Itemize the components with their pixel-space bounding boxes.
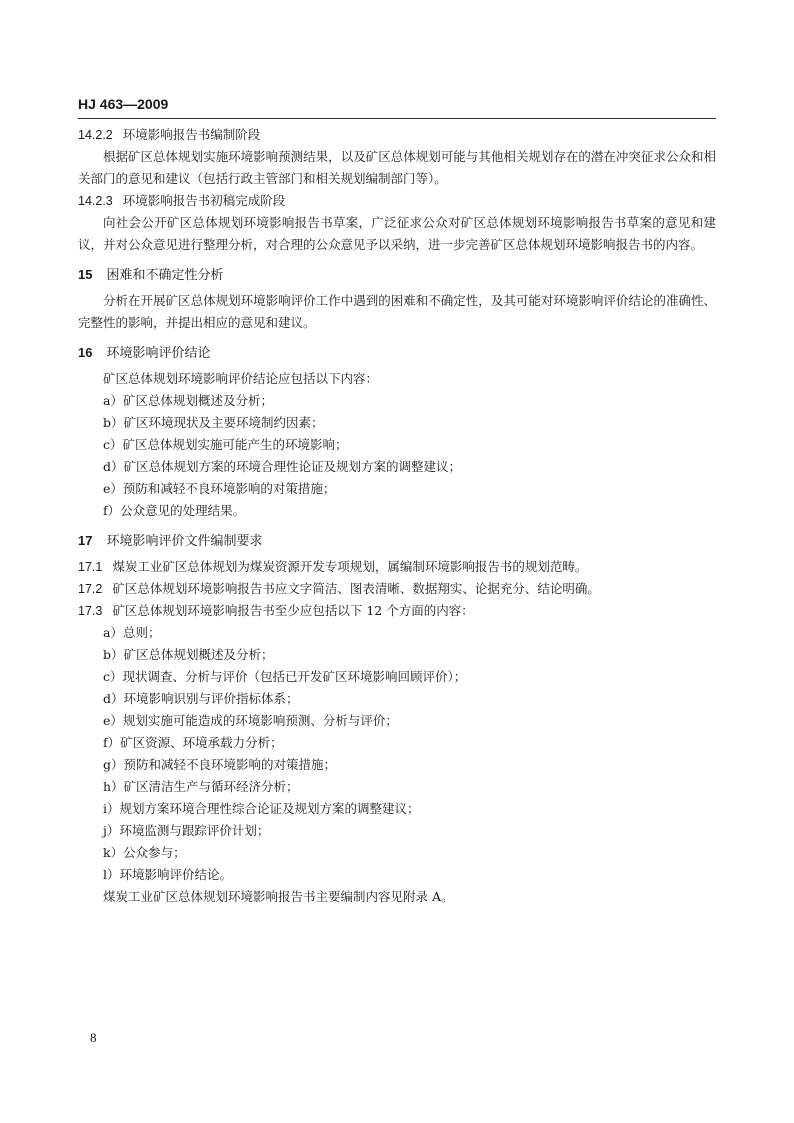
section-title: 环境影响报告书编制阶段 xyxy=(122,128,261,142)
list-item: l）环境影响评价结论。 xyxy=(103,867,232,882)
section-14-2-3-heading xyxy=(78,190,716,212)
section-title: 环境影响评价结论 xyxy=(106,345,211,360)
list-item: b）矿区总体规划概述及分析； xyxy=(103,647,274,662)
section-16-intro: 矿区总体规划环境影响评价结论应包括以下内容： xyxy=(103,371,379,386)
list-item: d）环境影响识别与评价指标体系； xyxy=(103,691,299,706)
section-14-2-2-paragraph: 根据矿区总体规划实施环境影响预测结果，以及矿区总体规划可能与其他相关规划存在的潜在冲突征求公众和相关部门的意见和建议（包括行政主管部门和相关规划编制部门等）。 xyxy=(78,149,716,186)
section-15-paragraph: 分析在开展矿区总体规划环境影响评价工作中遇到的困难和不确定性，及其可能对环境影响评价结论的准确性、完整性的影响，并提出相应的意见和建议。 xyxy=(78,293,716,330)
list-item: i）规划方案环境合理性综合论证及规划方案的调整建议； xyxy=(103,801,420,816)
clause-number: 17.3 xyxy=(78,604,103,618)
list-item: b）矿区环境现状及主要环境制约因素； xyxy=(103,415,324,430)
section-title: 环境影响评价文件编制要求 xyxy=(106,533,263,548)
list-item: f）公众意见的处理结果。 xyxy=(103,503,246,518)
page-content xyxy=(78,124,716,908)
list-item: d）矿区总体规划方案的环境合理性论证及规划方案的调整建议； xyxy=(103,459,462,474)
list-item: c）矿区总体规划实施可能产生的环境影响； xyxy=(103,437,348,452)
clause-number: 17.2 xyxy=(78,582,103,596)
list-item: e）规划实施可能造成的环境影响预测、分析与评价； xyxy=(103,713,398,728)
list-item: h）矿区清洁生产与循环经济分析； xyxy=(103,779,299,794)
standard-code: HJ 463—2009 xyxy=(78,96,169,112)
page-number: 8 xyxy=(90,1030,97,1045)
section-number: 14.2.2 xyxy=(78,128,113,142)
section-number: 16 xyxy=(78,345,93,360)
header-rule xyxy=(78,118,716,119)
document-header xyxy=(78,96,168,112)
list-item: e）预防和减轻不良环境影响的对策措施； xyxy=(103,481,336,496)
list-item: j）环境监测与跟踪评价计划； xyxy=(103,823,270,838)
clause-text: 矿区总体规划环境影响报告书应文字简洁、图表清晰、数据翔实、论据充分、结论明确。 xyxy=(112,581,600,596)
section-title: 困难和不确定性分析 xyxy=(106,267,224,282)
section-number: 15 xyxy=(78,267,93,282)
section-17-3 xyxy=(78,600,716,622)
section-17-2 xyxy=(78,578,716,600)
section-number: 14.2.3 xyxy=(78,194,113,208)
clause-text: 矿区总体规划环境影响报告书至少应包括以下 12 个方面的内容： xyxy=(112,603,474,618)
section-17-3-list xyxy=(78,622,716,886)
list-item: a）矿区总体规划概述及分析； xyxy=(103,393,273,408)
list-item: f）矿区资源、环境承载力分析； xyxy=(103,735,283,750)
clause-text: 煤炭工业矿区总体规划为煤炭资源开发专项规划，属编制环境影响报告书的规划范畴。 xyxy=(112,559,588,574)
section-15-heading xyxy=(78,264,716,286)
section-16-list xyxy=(78,390,716,522)
section-17-closing: 煤炭工业矿区总体规划环境影响报告书主要编制内容见附录 A。 xyxy=(103,889,454,904)
section-14-2-2-heading xyxy=(78,124,716,146)
section-16-heading xyxy=(78,342,716,364)
section-14-2-3-paragraph: 向社会公开矿区总体规划环境影响报告书草案，广泛征求公众对矿区总体规划环境影响报告书草案的意见和建议，并对公众意见进行整理分析，对合理的公众意见予以采纳，进一步完善矿区总体规划环境影响报告书的内容。 xyxy=(78,215,716,252)
list-item: g）预防和减轻不良环境影响的对策措施； xyxy=(103,757,337,772)
section-title: 环境影响报告书初稿完成阶段 xyxy=(122,194,286,208)
clause-number: 17.1 xyxy=(78,560,103,574)
section-number: 17 xyxy=(78,533,93,548)
list-item: c）现状调查、分析与评价（包括已开发矿区环境影响回顾评价）； xyxy=(103,669,467,684)
list-item: k）公众参与； xyxy=(103,845,186,860)
section-17-1 xyxy=(78,556,716,578)
section-17-heading xyxy=(78,530,716,552)
list-item: a）总则； xyxy=(103,625,161,640)
